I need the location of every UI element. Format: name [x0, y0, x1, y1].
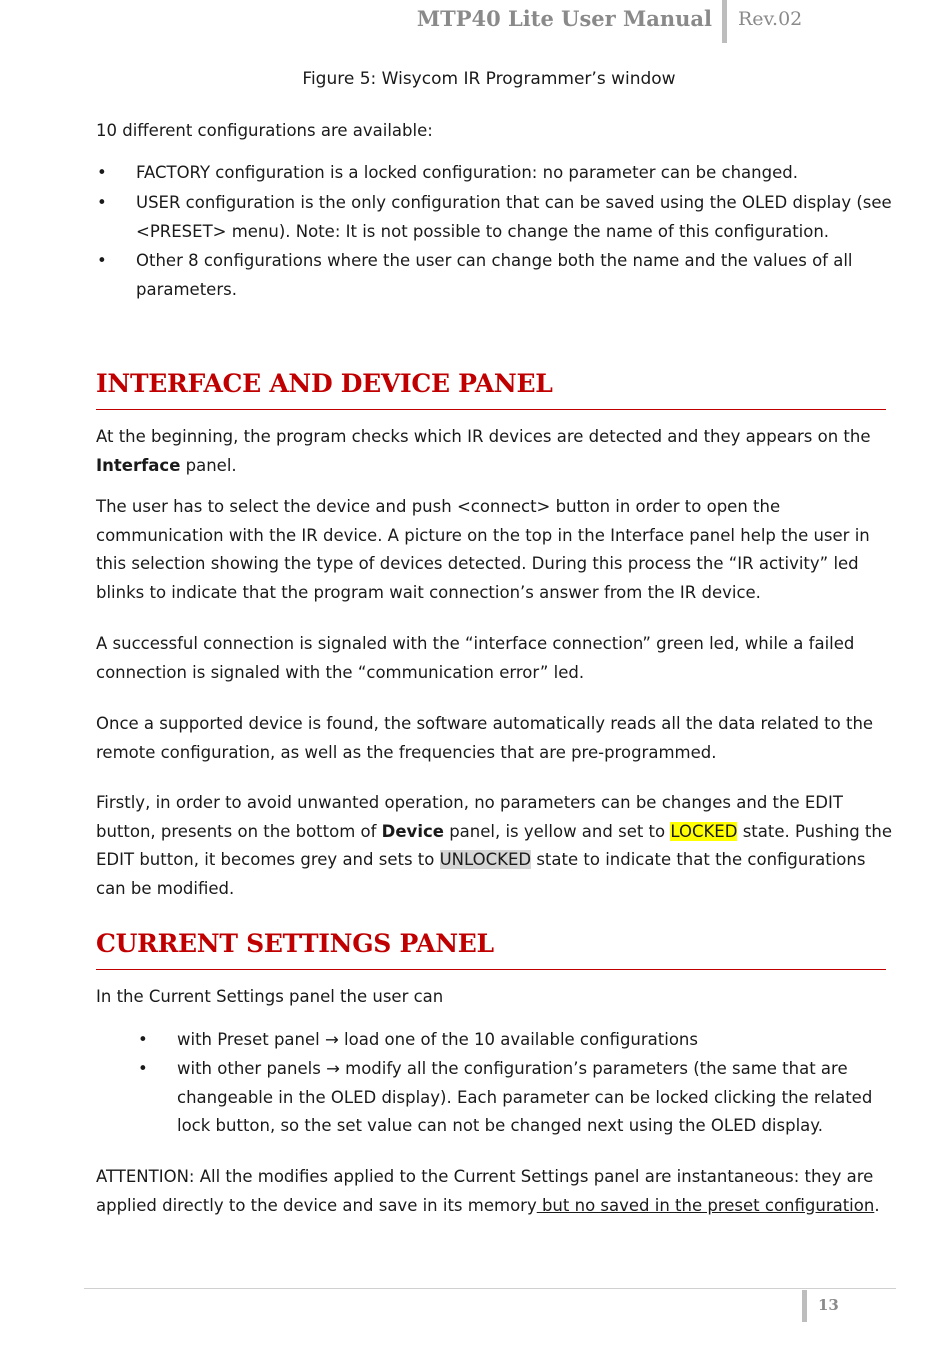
paragraph: In the Current Settings panel the user can: [96, 987, 444, 1006]
bullet: •: [97, 163, 107, 182]
section-heading-interface: INTERFACE AND DEVICE PANEL: [96, 369, 553, 398]
paragraph: Once a supported device is found, the software automatically reads all the data related to the remote configuration, as well as the frequencies that are pre-programmed.: [96, 714, 874, 762]
attention-paragraph: [96, 1163, 886, 1220]
paragraph: [96, 423, 896, 480]
paragraph: The user has to select the device and push <connect> button in order to open the communication with the IR device. A picture on the top in the Interface panel help the user in this selection showing the type of devices detected. During this process the “IR activity” led blinks to indicate that the program wait connection’s answer from the IR device.: [96, 497, 870, 602]
bold-term: Device: [381, 821, 444, 841]
bullet: •: [97, 193, 107, 212]
manual-title: MTP40 Lite User Manual: [416, 6, 712, 31]
text-span: state. Pushing the EDIT button, it becomes grey and sets to: [96, 821, 892, 869]
text-span: panel, is yellow and set to: [443, 821, 671, 841]
section-heading-current-settings: CURRENT SETTINGS PANEL: [96, 929, 494, 958]
footer-rule: [84, 1288, 896, 1289]
text-span: panel.: [180, 455, 237, 475]
bullet: •: [97, 251, 107, 270]
unlocked-highlight: UNLOCKED: [439, 850, 532, 869]
config-intro: 10 different configurations are available:: [96, 121, 433, 140]
list-item: Other 8 configurations where the user can change both the name and the values of all parameters.: [136, 251, 853, 299]
text-span: .: [874, 1195, 880, 1215]
list-item: FACTORY configuration is a locked configuration: no parameter can be changed.: [136, 163, 798, 182]
list-item: with Preset panel → load one of the 10 available configurations: [177, 1030, 698, 1049]
text-span: At the beginning, the program checks which IR devices are detected and they appears on the: [96, 427, 871, 446]
bullet: •: [138, 1030, 148, 1049]
text-span: ATTENTION: All the modifies applied to the Current Settings panel are instantaneous: they are applied directly to the device and save in its memory: [96, 1167, 874, 1215]
list-item: with other panels → modify all the configuration’s parameters (the same that are changeable in the OLED display). Each parameter can be locked clicking the related lock button, so the set value can not be changed next using the OLED display.: [177, 1059, 873, 1135]
revision-label: Rev.02: [738, 8, 803, 30]
footer-divider: [802, 1290, 807, 1322]
text-span: state to indicate that the configurations can be modified.: [96, 850, 866, 898]
header-divider: [722, 0, 727, 43]
bullet: •: [138, 1059, 148, 1078]
figure-caption: Figure 5: Wisycom IR Programmer’s window: [302, 69, 676, 89]
page-number: 13: [818, 1296, 839, 1314]
text-span: Firstly, in order to avoid unwanted operation, no parameters can be changes and the EDIT button, presents on the bottom of: [96, 793, 843, 841]
locked-highlight: LOCKED: [670, 821, 738, 841]
underlined-text: but no saved in the preset configuration: [536, 1195, 875, 1215]
heading-rule: [96, 969, 886, 970]
heading-rule: [96, 409, 886, 410]
paragraph: [96, 789, 896, 903]
bold-term: Interface: [96, 455, 181, 475]
paragraph: A successful connection is signaled with the “interface connection” green led, while a failed connection is signaled with the “communication error” led.: [96, 634, 855, 682]
list-item: USER configuration is the only configuration that can be saved using the OLED display (see <PRESET> menu). Note: It is not possible to change the name of this configuration.: [136, 193, 892, 241]
